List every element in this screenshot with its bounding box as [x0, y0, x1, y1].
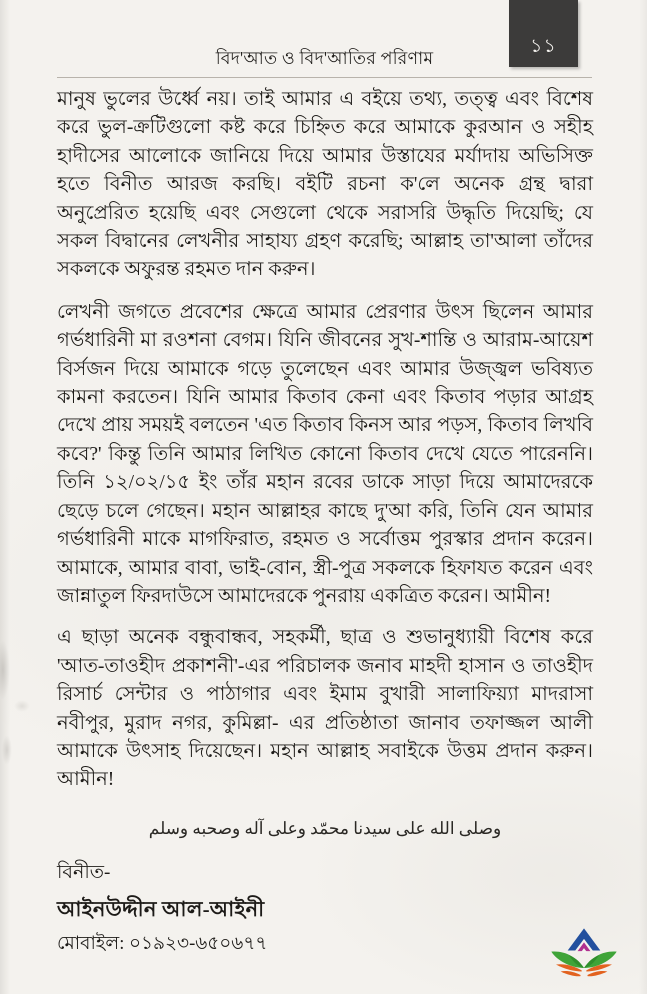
signature-salutation: বিনীত-: [57, 861, 111, 883]
arabic-blessing: وصلى الله على سيدنا محمّد وعلى آله وصحبه وسلم: [148, 818, 502, 838]
page-number: ১১: [530, 36, 557, 57]
publisher-logo-icon: [549, 922, 619, 986]
page-body: [57, 86, 593, 959]
running-header: [57, 46, 592, 75]
header-divider: [57, 77, 592, 78]
paragraph-3: এ ছাড়া অনেক বন্ধুবান্ধব, সহকর্মী, ছাত্র ও শুভানুধ্যায়ী বিশেষ করে 'আত-তাওহীদ প্রকাশনী'-এর পরিচালক জনাব মাহদী হাসান ও তাওহীদ রিসার্চ সেন্টার ও পাঠাগার এবং ইমাম বুখারী সালাফিয়্যা মাদরাসা নবীপুর, মুরাদ নগর, কুমিল্লা- এর প্রতিষ্ঠাতা জানাব তফাজ্জল আলী আমাকে উৎসাহ দিয়েছেন। মহান আল্লাহ সবাইকে উত্তম প্রদান করুন। আমীন!: [57, 627, 593, 791]
running-header-title: বিদ'আত ও বিদ'আতির পরিণাম: [215, 48, 434, 68]
scan-smudge: [2, 735, 12, 765]
mobile-number: মোবাইল: ০১৯২৩-৬৫০৬৭৭: [57, 934, 268, 955]
paragraph-2: লেখনী জগতে প্রবেশের ক্ষেত্রে আমার প্রেরণার উৎস ছিলেন আমার গর্ভধারিনী মা রওশনা বেগম। যিনি জীবনের সুখ-শান্তি ও আরাম-আয়েশ বির্সজন দিয়ে আমাকে গড়ে তুলেছেন এবং আমার উজ্জ্বল ভবিষ্যত কামনা করতেন। যিনি আমার কিতাব কেনা এবং কিতাব পড়ার আগ্রহ দেখে প্রায় সময়ই বলতেন 'এত কিতাব কিনস আর পড়স, কিতাব লিখবি কবে?' কিন্তু তিনি আমার লিখিত কোনো কিতাব দেখে যেতে পারেননি। তিনি ১২/০২/১৫ ইং তাঁর মহান রবের ডাকে সাড়া দিয়ে আমাদেরকে ছেড়ে চলে গেছেন। মহান আল্লাহর কাছে দু'আ করি, তিনি যেন আমার গর্ভধারিনী মাকে মাগফিরাত, রহমত ও সর্বোত্তম পুরস্কার প্রদান করেন। আমাকে, আমার বাবা, ভাই-বোন, স্ত্রী-পুত্র সকলকে হিফাযত করেন এবং জান্নাতুল ফিরদাউসে আমাদেরকে পুনরায় একত্রিত করেন। আমীন!: [57, 301, 593, 607]
paragraph-1: মানুষ ভুলের উর্ধ্বে নয়। তাই আমার এ বইয়ে তথ্য, তত্ত্ব এবং বিশেষ করে ভুল-ক্রটিগুলো কষ্ট করে চিহ্নিত করে আমাকে কুরআন ও সহীহ হাদীসের আলোকে জানিয়ে দিয়ে আমার উস্তাযের মর্যাদায় অভিসিক্ত হতে বিনীত আরজ করছি। বইটি রচনা ক'লে অনেক গ্রন্থ দ্বারা অনুপ্রেরিত হয়েছি এবং সেগুলো থেকে সরাসরি উদ্ধৃতি দিয়েছি; যে সকল বিদ্বানের লেখনীর সাহায্য গ্রহণ করেছি; আল্লাহ তা'আলা তাঁদের সকলকে অফুরন্ত রহমত দান করুন।: [57, 89, 593, 281]
author-name: আইনউদ্দীন আল-আইনী: [57, 896, 265, 921]
signature-block: [57, 859, 593, 959]
scan-smudge: [0, 640, 10, 700]
scan-smudge: [14, 700, 30, 712]
